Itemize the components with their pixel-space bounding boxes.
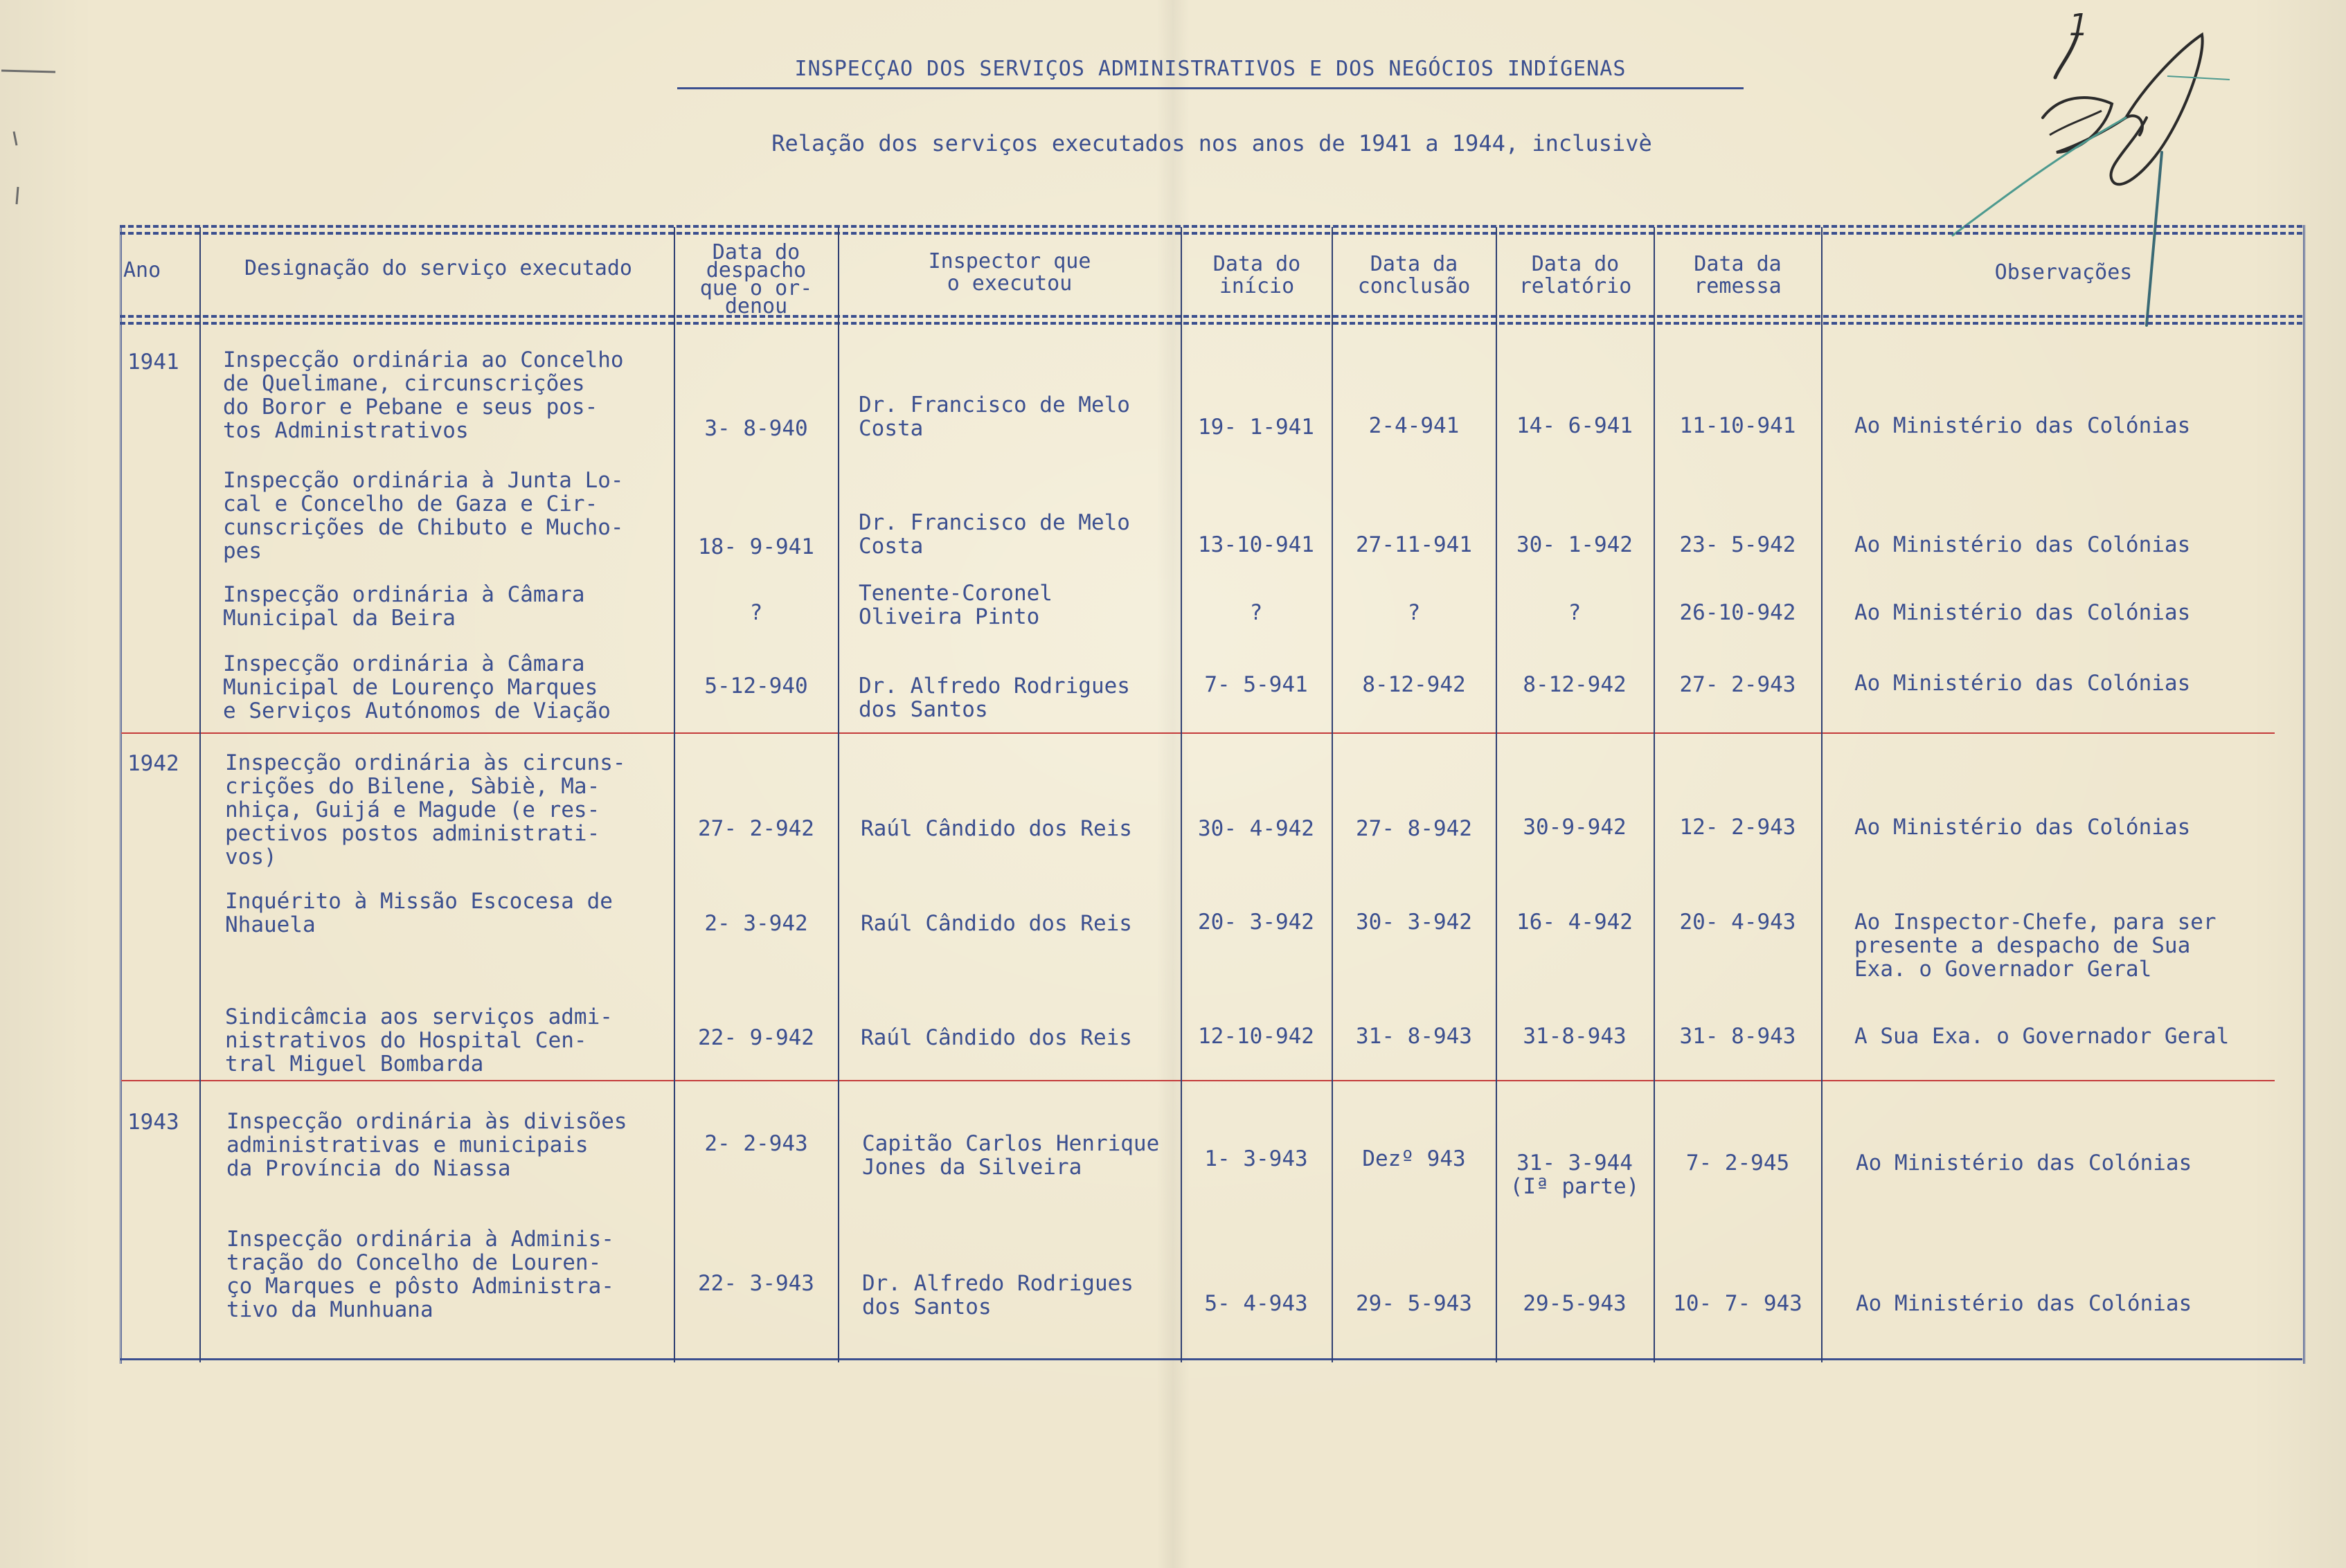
cell-despacho: 22- 3-943: [698, 1271, 814, 1296]
header-data-relatorio: Data do relatório: [1519, 252, 1632, 298]
header-designacao: Designação do serviço executado: [244, 256, 632, 280]
cell-relatorio: 30-9-942: [1523, 815, 1627, 840]
margin-marks: [0, 55, 62, 222]
cell-remessa: 26-10-942: [1679, 600, 1796, 625]
cell-despacho: 2- 3-942: [704, 911, 808, 936]
cell-inicio: 1- 3-943: [1204, 1146, 1308, 1171]
cell-remessa: 11-10-941: [1679, 413, 1796, 438]
year-label: 1942: [127, 751, 179, 776]
cell-inspector: Raúl Cândido dos Reis: [861, 911, 1132, 936]
column-divider: [1821, 227, 1823, 1362]
cell-inspector: Raúl Cândido dos Reis: [861, 816, 1132, 841]
cell-relatorio: ?: [1568, 600, 1582, 625]
cell-observacoes: Ao Inspector-Chefe, para ser presente a despacho de Sua Exa. o Governador Geral: [1854, 910, 2217, 982]
cell-designacao: Inquérito à Missão Escocesa de Nhauela: [225, 889, 613, 937]
column-divider: [1332, 227, 1333, 1362]
cell-conclusao: 8-12-942: [1362, 672, 1466, 697]
cell-conclusao: 29- 5-943: [1356, 1291, 1472, 1316]
cell-despacho: 3- 8-940: [704, 416, 808, 441]
cell-designacao: Inspecção ordinária às circuns- crições do Bilene, Sàbiè, Ma- nhiça, Guijá e Magude (e res- pectivos postos administrati- vos): [225, 750, 626, 869]
cell-relatorio: 8-12-942: [1523, 672, 1627, 697]
year-separator-1942: [121, 732, 2275, 734]
cell-relatorio: 31-8-943: [1523, 1024, 1627, 1049]
cell-despacho: 5-12-940: [704, 674, 808, 699]
cell-conclusao: 30- 3-942: [1356, 910, 1472, 935]
header-data-conclusao: Data da conclusão: [1357, 252, 1471, 298]
header-bottom-rule: [120, 315, 2302, 318]
header-ano: Ano: [123, 258, 161, 282]
cell-inicio: 20- 3-942: [1198, 910, 1314, 935]
cell-inspector: Capitão Carlos Henrique Jones da Silveira: [862, 1131, 1160, 1180]
cell-remessa: 31- 8-943: [1679, 1024, 1796, 1049]
cell-remessa: 23- 5-942: [1679, 532, 1796, 557]
cell-inicio: ?: [1249, 600, 1263, 625]
cell-observacoes: A Sua Exa. o Governador Geral: [1854, 1024, 2230, 1049]
cell-despacho: ?: [749, 600, 763, 625]
cell-inspector: Dr. Alfredo Rodrigues dos Santos: [859, 674, 1130, 722]
cell-remessa: 27- 2-943: [1679, 672, 1796, 697]
cell-relatorio: 31- 3-944 (Iª parte): [1510, 1151, 1640, 1199]
cell-designacao: Inspecção ordinária à Câmara Municipal de Lourenço Marques e Serviços Autónomos de Viação: [223, 651, 611, 723]
cell-observacoes: Ao Ministério das Colónias: [1856, 1291, 2192, 1316]
document-title: INSPECÇAO DOS SERVIÇOS ADMINISTRATIVOS E DOS NEGÓCIOS INDÍGENAS: [677, 54, 1744, 89]
cell-designacao: Inspecção ordinária ao Concelho de Quelimane, circunscrições do Boror e Pebane e seus pos- tos Administrativos: [223, 348, 624, 443]
header-observacoes: Observações: [1994, 260, 2133, 285]
cell-inicio: 5- 4-943: [1204, 1291, 1308, 1316]
cell-conclusao: 2-4-941: [1368, 413, 1460, 438]
column-divider: [1654, 227, 1655, 1362]
page-number: 1: [2069, 8, 2088, 43]
cell-conclusao: 31- 8-943: [1356, 1024, 1472, 1049]
year-label: 1941: [127, 350, 179, 375]
cell-remessa: 12- 2-943: [1679, 815, 1796, 840]
cell-observacoes: Ao Ministério das Colónias: [1854, 815, 2191, 840]
cell-inspector: Dr. Francisco de Melo Costa: [859, 510, 1130, 559]
column-divider: [1181, 227, 1182, 1362]
cell-observacoes: Ao Ministério das Colónias: [1856, 1151, 2192, 1175]
cell-inicio: 13-10-941: [1198, 532, 1314, 557]
column-divider: [199, 227, 201, 1362]
cell-conclusao: ?: [1407, 600, 1421, 625]
cell-designacao: Inspecção ordinária à Adminis- tração do Concelho de Louren- ço Marques e pôsto Administra- tivo da Munhuana: [226, 1227, 614, 1322]
cell-inspector: Dr. Alfredo Rodrigues dos Santos: [862, 1271, 1134, 1319]
cell-relatorio: 29-5-943: [1523, 1291, 1627, 1316]
cell-conclusao: Dezº 943: [1362, 1146, 1466, 1171]
column-divider: [674, 227, 675, 1362]
table-top-rule: [120, 225, 2302, 228]
cell-despacho: 27- 2-942: [698, 816, 814, 841]
cell-relatorio: 30- 1-942: [1516, 532, 1633, 557]
header-data-despacho: Data do despacho que o or- denou: [699, 240, 813, 318]
cell-inicio: 30- 4-942: [1198, 816, 1314, 841]
cell-designacao: Sindicâmcia aos serviços admi- nistrativos do Hospital Cen- tral Miguel Bombarda: [225, 1004, 613, 1076]
cell-remessa: 20- 4-943: [1679, 910, 1796, 935]
cell-designacao: Inspecção ordinária às divisões administrativas e municipais da Província do Niassa: [226, 1109, 627, 1181]
cell-designacao: Inspecção ordinária à Câmara Municipal da Beira: [223, 582, 585, 631]
year-separator-1943: [121, 1080, 2275, 1081]
table-bottom-rule: [120, 1358, 2302, 1360]
cell-observacoes: Ao Ministério das Colónias: [1854, 600, 2191, 625]
cell-conclusao: 27- 8-942: [1356, 816, 1472, 841]
cell-inspector: Raúl Cândido dos Reis: [861, 1025, 1132, 1050]
cell-relatorio: 16- 4-942: [1516, 910, 1633, 935]
cell-inicio: 19- 1-941: [1198, 415, 1314, 440]
table-top-rule-2: [120, 232, 2302, 235]
header-data-inicio: Data do início: [1212, 252, 1301, 298]
cell-conclusao: 27-11-941: [1356, 532, 1472, 557]
header-data-remessa: Data da remessa: [1694, 252, 1782, 298]
header-inspector: Inspector que o executou: [928, 249, 1091, 296]
header-bottom-rule-2: [120, 322, 2302, 325]
cell-relatorio: 14- 6-941: [1516, 413, 1633, 438]
cell-remessa: 10- 7- 943: [1673, 1291, 1802, 1316]
cell-inicio: 7- 5-941: [1204, 672, 1308, 697]
cell-inspector: Tenente-Coronel Oliveira Pinto: [859, 581, 1053, 629]
year-label: 1943: [127, 1110, 179, 1135]
column-divider: [838, 227, 839, 1362]
cell-observacoes: Ao Ministério das Colónias: [1854, 532, 2191, 557]
cell-remessa: 7- 2-945: [1685, 1151, 1790, 1175]
cell-despacho: 2- 2-943: [704, 1131, 808, 1156]
column-divider: [1496, 227, 1497, 1362]
cell-despacho: 22- 9-942: [698, 1025, 814, 1050]
cell-observacoes: Ao Ministério das Colónias: [1854, 671, 2191, 696]
cell-despacho: 18- 9-941: [698, 534, 814, 559]
cell-designacao: Inspecção ordinária à Junta Lo- cal e Concelho de Gaza e Cir- cunscrições de Chibuto e Mucho- pes: [223, 468, 624, 564]
cell-observacoes: Ao Ministério das Colónias: [1854, 413, 2191, 438]
document-subtitle: Relação dos serviços executados nos anos de 1941 a 1944, inclusivè: [771, 130, 1652, 156]
cell-inspector: Dr. Francisco de Melo Costa: [859, 393, 1130, 441]
cell-inicio: 12-10-942: [1198, 1024, 1314, 1049]
